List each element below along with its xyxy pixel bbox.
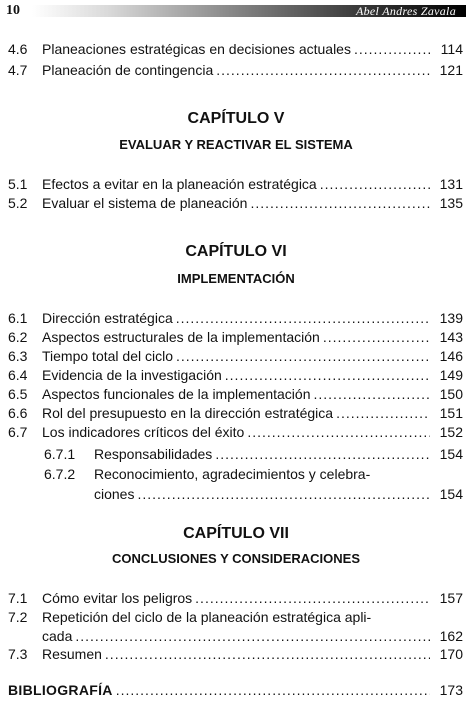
toc-entry-6-6[interactable] (8, 404, 463, 422)
entry-title: Aspectos funcionales de la implementación (42, 386, 311, 402)
toc-entry-6-7-1[interactable] (44, 445, 463, 463)
dot-leader (215, 445, 430, 463)
dot-leader (323, 328, 430, 346)
dot-leader (176, 309, 430, 327)
chapter-5-subtitle: EVALUAR Y REACTIVAR EL SISTEMA (119, 137, 353, 152)
entry-title: Efectos a evitar en la planeación estratégica (42, 176, 317, 192)
entry-number: 6.4 (8, 367, 28, 383)
toc-entry-5-2[interactable] (8, 194, 463, 212)
entry-number: 6.7.2 (44, 466, 76, 482)
entry-title-continuation: ciones (94, 486, 135, 502)
entry-title: Evidencia de la investigación (42, 367, 222, 383)
entry-page: 154 (439, 486, 463, 502)
dot-leader (320, 175, 430, 193)
entry-title: Reconocimiento, agradecimientos y celebra- (94, 466, 371, 482)
entry-title: Rol del presupuesto en la dirección estratégica (42, 405, 334, 421)
entry-page: 135 (439, 195, 463, 211)
entry-title: Planeación de contingencia (42, 62, 214, 78)
entry-number: 7.3 (8, 646, 28, 662)
dot-leader (176, 347, 430, 365)
entry-number: 7.2 (8, 609, 28, 625)
dot-leader (195, 589, 430, 607)
dot-leader (336, 404, 430, 422)
toc-entry-6-4[interactable] (8, 366, 463, 384)
dot-leader (314, 385, 431, 403)
chapter-6-heading: CAPÍTULO VI (185, 243, 287, 260)
toc-entry-7-2-continued[interactable] (42, 627, 463, 645)
entry-page: 154 (439, 446, 463, 462)
entry-number: 6.6 (8, 405, 28, 421)
toc-entry-6-7-2[interactable] (44, 465, 463, 483)
entry-number: 4.7 (8, 62, 28, 78)
toc-entry-7-1[interactable] (8, 589, 463, 607)
entry-page: 157 (439, 590, 463, 606)
entry-title: Planeaciones estratégicas en decisiones actuales (42, 41, 351, 57)
entry-page: 114 (440, 41, 463, 57)
dot-leader (75, 627, 430, 645)
toc-entry-bibliography[interactable] (8, 681, 463, 699)
running-head-author: Abel Andres Zavala (355, 4, 456, 18)
dot-leader (116, 681, 430, 699)
toc-entry-6-7[interactable] (8, 423, 463, 441)
entry-page: 170 (439, 646, 463, 662)
toc-entry-6-5[interactable] (8, 385, 463, 403)
toc-entry-6-7-2-continued[interactable] (94, 485, 463, 503)
entry-page: 149 (439, 367, 463, 383)
entry-title: Repetición del ciclo de la planeación estratégica apli- (42, 609, 372, 625)
entry-title: Dirección estratégica (42, 310, 173, 326)
dot-leader (250, 194, 430, 212)
entry-title: Evaluar el sistema de planeación (42, 195, 248, 211)
dot-leader (105, 645, 430, 663)
entry-page: 150 (439, 386, 463, 402)
entry-number: 4.6 (8, 41, 28, 57)
entry-page: 131 (439, 176, 463, 192)
entry-title: Tiempo total del ciclo (42, 348, 173, 364)
entry-page: 139 (439, 310, 463, 326)
chapter-6-subtitle: IMPLEMENTACIÓN (177, 271, 295, 286)
entry-page: 121 (439, 62, 463, 78)
entry-page: 146 (439, 348, 463, 364)
chapter-5-heading: CAPÍTULO V (187, 110, 285, 127)
entry-number: 6.7.1 (44, 446, 76, 462)
entry-number: 7.1 (8, 590, 28, 606)
entry-page: 151 (439, 405, 463, 421)
entry-number: 6.2 (8, 329, 28, 345)
page-number: 10 (6, 3, 20, 18)
dot-leader (137, 485, 430, 503)
entry-title: Los indicadores críticos del éxito (42, 424, 245, 440)
chapter-7-subtitle: CONCLUSIONES Y CONSIDERACIONES (111, 551, 360, 566)
entry-page: 143 (439, 329, 463, 345)
entry-number: 6.3 (8, 348, 28, 364)
entry-title: Aspectos estructurales de la implementación (42, 329, 320, 345)
toc-entry-6-1[interactable] (8, 309, 463, 327)
entry-number: 6.5 (8, 386, 28, 402)
entry-title: Responsabilidades (94, 446, 213, 462)
toc-entry-7-3[interactable] (8, 645, 463, 663)
entry-number: 6.1 (8, 310, 28, 326)
dot-leader (354, 40, 430, 58)
entry-page: 162 (439, 628, 463, 644)
chapter-7-heading: CAPÍTULO VII (183, 525, 289, 542)
entry-number: 6.7 (8, 424, 28, 440)
entry-title: BIBLIOGRAFÍA (8, 682, 113, 698)
toc-entry-7-2[interactable] (8, 608, 463, 626)
entry-title: Cómo evitar los peligros (42, 590, 193, 606)
entry-page: 152 (439, 424, 463, 440)
dot-leader (216, 61, 430, 79)
toc-entry-4-7[interactable] (8, 61, 463, 79)
entry-number: 5.2 (8, 195, 28, 211)
toc-entry-6-3[interactable] (8, 347, 463, 365)
entry-page: 173 (439, 682, 463, 698)
toc-entry-4-6[interactable] (8, 40, 463, 58)
entry-title: Resumen (42, 646, 102, 662)
dot-leader (225, 366, 430, 384)
entry-number: 5.1 (8, 176, 28, 192)
entry-title-continuation: cada (42, 628, 73, 644)
toc-entry-5-1[interactable] (8, 175, 463, 193)
dot-leader (247, 423, 430, 441)
toc-entry-6-2[interactable] (8, 328, 463, 346)
page-header (6, 2, 466, 20)
